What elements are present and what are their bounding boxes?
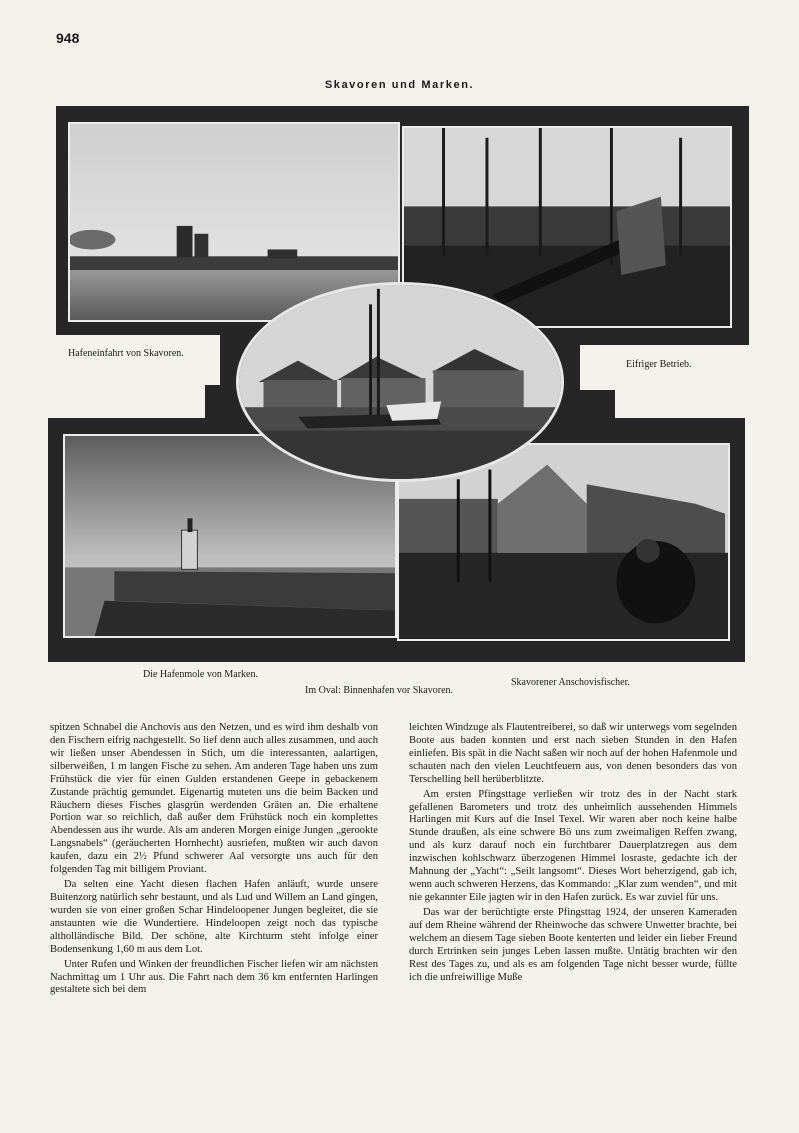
paragraph: Das war der berüchtigte erste Pfingsttag 1924, der unseren Kameraden auf dem Rheine während der Rheinwoche das schwere Unwetter brachte, bei welchem an diesem Tage sieben Boote kenterten und leider ein lieber Freund durch Ertrinken sein junges Leben lassen mußte. Untätig brachten wir den Rest des Tages zu, und als es am folgenden Tage nicht besser wurde, füllte ich die unfreiwillige Muße: [409, 906, 737, 983]
caption-harbour-entrance: Hafeneinfahrt von Skavoren.: [68, 348, 184, 359]
article-title: Skavoren und Marken.: [324, 79, 475, 91]
paragraph: Da selten eine Yacht diesen flachen Hafen anläuft, wurde unsere Buitenzorg natürlich sehr bestaunt, und als Lud und Willem an Land gingen, wurden sie von einer großen Schar Hindeloopener Jungen begleitet, die sie anstaunten wie die Wundertiere. Hindeloopen zeigt noch das typische altholländische Bild. Der schöne, alte Kirchturm steht infolge einer Bodensenkung 1,60 m aus dem Lot.: [50, 879, 378, 955]
paragraph: leichten Windzuge als Flautentreiberei, so daß wir unterwegs vom segelnden Boote aus baden konnten und erst nach sieben Stunden in den Hafen einliefen. Bis spät in die Nacht saßen wir noch auf der hohen Hafenmole und schauten nach den vielen Leuchtfeuern aus, von denen besonders das von Terschelling hell herüberblitzte.: [409, 722, 737, 785]
caption-harbour-mole: Die Hafenmole von Marken.: [143, 669, 258, 680]
right-text-column: [409, 722, 737, 1052]
paragraph: spitzen Schnabel die Anchovis aus den Netzen, und es wird ihm deshalb von den Fischern eifrig nachgestellt. So lief denn auch alles zusammen, und auch wir ließen unser Abendessen in Stich, um die interessanten, aalartigen, silberweißen, 1 m langen Fische zu sehen. Am anderen Tage haben uns zum Frühstück die vier für einen Gulden erstandenen Geepe in gebackenem Zustande prächtig gemundet. Eigenartig muteten uns die beim Backen und Räuchern dieses Fisches glasgrün werdenden Gräten an. Die erhaltene Portion war so reichlich, daß außer dem Frühstück noch ein komplettes Abendessen aus ihr wurde. Als am anderen Morgen einige Jungen „gerookte Langsnabels“ (geräucherten Hornhecht) ausriefen, mußten wir auch davon kaufen, dazu ein 2½ Pfund schwerer Aal versorgte uns auch für den folgenden Tag mit billigem Proviant.: [50, 722, 378, 876]
inner-harbour-oval-photo: [236, 282, 564, 482]
left-text-column: [50, 722, 378, 1052]
caption-anchovy-fishermen: Skavorener Anschovisfischer.: [511, 677, 630, 688]
caption-busy-harbour: Eifriger Betrieb.: [626, 359, 692, 370]
paragraph: Unter Rufen und Winken der freundlichen Fischer liefen wir am nächsten Nachmittag um 1 Uhr aus. Die Fahrt nach dem 36 km entfernten Harlingen gestaltete sich bei dem: [50, 958, 378, 996]
paragraph: Am ersten Pfingsttage verließen wir trotz des in der Nacht stark gefallenen Barometers und trotz des unheimlich aussehenden Himmels Harlingen mit Kurs auf die Insel Texel. Wir waren aber noch keine halbe Stunde draußen, als eine schwere Bö uns zum zweimaligen Reffen zwang, und als kurz darauf noch ein furchtbarer Dauerplatzregen aus dem inzwischen kohlschwarz überzogenen Himmel losraste, gedachte ich der Mahnung der „Yacht“: „Seilt langsomt“. Dieses Wort beherzigend, gab ich, wenn auch schweren Herzens, das Kommando: „Klar zum wenden“, und mit nie gekannter Eile jagten wir in den Hafen zurück. Es war zuviel für uns.: [409, 788, 737, 903]
caption-oval: Im Oval: Binnenhafen vor Skavoren.: [305, 685, 454, 696]
page-number: 948: [56, 30, 80, 46]
